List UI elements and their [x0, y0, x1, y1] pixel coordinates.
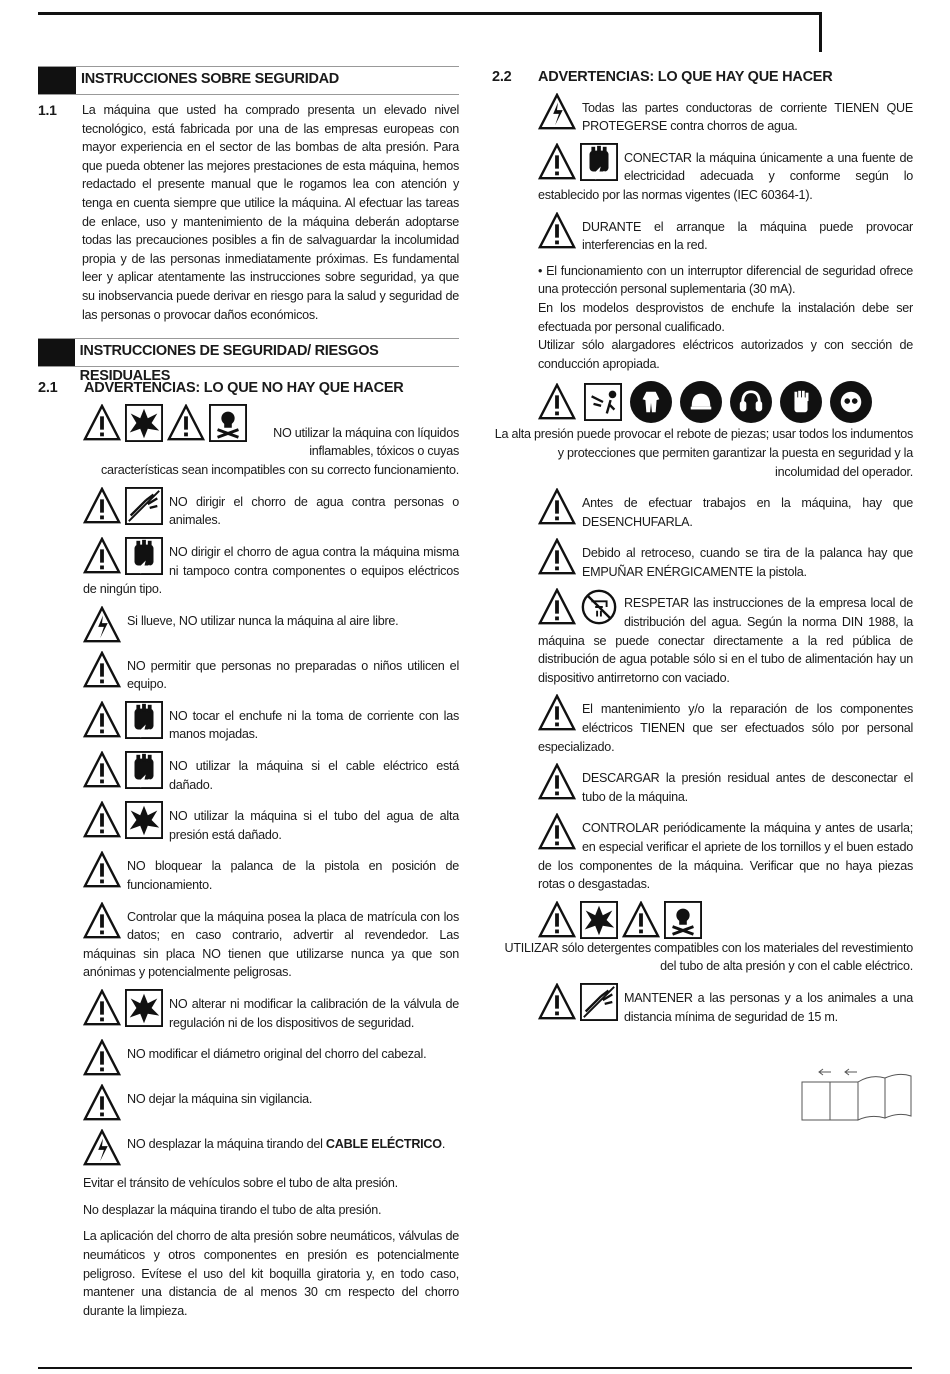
warning-icon-group	[83, 1084, 121, 1122]
subsection-number: 2.2	[492, 69, 512, 85]
warning-text: No desplazar la máquina tirando el tubo de alta presión.	[83, 1202, 382, 1217]
ear-protection-icon	[730, 381, 772, 423]
explosion-icon	[125, 989, 163, 1027]
section-title: INSTRUCCIONES DE SEGURIDAD/ RIESGOS RESIDUALES	[79, 343, 379, 385]
warning-item	[83, 537, 459, 599]
instruction-icon-group	[538, 93, 576, 131]
instruction-text: Debido al retroceso, cuando se tira de la palanca hay que EMPUÑAR ENÉRGICAMENTE la pistola.	[582, 546, 913, 579]
electric-hand-icon	[125, 751, 163, 789]
bottom-rule	[38, 1367, 912, 1369]
electric-hand-icon	[580, 143, 618, 181]
warning-icon-group	[83, 751, 163, 789]
instruction-icon-group	[538, 901, 907, 939]
electric-hazard-icon	[83, 1129, 121, 1167]
warning-item	[83, 606, 459, 644]
intro-paragraph	[38, 101, 459, 324]
warning-triangle-icon	[83, 1039, 121, 1077]
instruction-item	[538, 538, 913, 581]
warning-triangle-icon	[538, 143, 576, 181]
toxic-skull-icon	[209, 404, 247, 442]
warning-triangle-icon	[538, 763, 576, 801]
instruction-text: DESCARGAR la presión residual antes de desconectar el tubo de la máquina.	[582, 771, 913, 804]
warning-text: Controlar que la máquina posea la placa de matrícula con los datos; en caso contrario, advertir al revendedor. Las máquinas sin placa NO tienen que utilizarse nunca ya que son anónimas y potencialmente peligrosas.	[83, 909, 459, 980]
explosion-icon	[125, 404, 163, 442]
instruction-item	[538, 93, 913, 136]
instruction-text: En los modelos desprovistos de enchufe la instalación debe ser efectuada por personal cualificado.	[538, 300, 913, 334]
warning-item	[83, 701, 459, 744]
instruction-icon-group	[538, 212, 576, 250]
explosion-icon	[580, 901, 618, 939]
instruction-text: UTILIZAR sólo detergentes compatibles con los materiales del revestimiento del tubo de alta presión y con el cable eléctrico.	[504, 940, 913, 974]
instruction-bullet: • El funcionamiento con un interruptor diferencial de seguridad ofrece una protección personal suplementaria (30 mA).	[538, 263, 913, 297]
warning-icon-group	[83, 989, 163, 1027]
instruction-icon-group	[538, 588, 618, 626]
spray-person-icon	[580, 983, 618, 1021]
warning-icon-group	[83, 801, 163, 839]
instruction-item	[494, 381, 913, 481]
warning-triangle-icon	[83, 801, 121, 839]
explosion-icon	[125, 801, 163, 839]
instruction-icon-group	[538, 983, 618, 1021]
warning-text: La aplicación del chorro de alta presión sobre neumáticos, válvulas de neumáticos y otros componentes en presión es potencialmente peligroso. Evítese el uso del kit boquilla giratoria y, en todo caso, mantener una distancia de al menos 30 cm respecto del chorro durante la limpieza.	[83, 1229, 459, 1318]
instruction-item	[538, 694, 913, 756]
face-shield-icon	[830, 381, 872, 423]
instruction-text: Utilizar sólo alargadores eléctricos autorizados y con sección de conducción apropiada.	[538, 338, 913, 371]
protective-suit-icon	[630, 381, 672, 423]
warning-icon-group	[83, 651, 121, 689]
right-column	[492, 68, 913, 1033]
warning-icon-group	[83, 404, 263, 444]
section-header-block	[38, 339, 75, 366]
warning-triangle-icon	[538, 383, 576, 421]
warning-item	[83, 1084, 459, 1122]
warning-icon-group	[83, 487, 163, 525]
warning-icon-group	[83, 1129, 121, 1167]
warning-triangle-icon	[83, 1084, 121, 1122]
instruction-icon-group	[538, 538, 576, 576]
warning-triangle-icon	[83, 537, 121, 575]
warning-text: NO utilizar la máquina si el tubo del agua de alta presión está dañado.	[169, 809, 459, 842]
warning-triangle-icon	[538, 813, 576, 851]
instruction-item	[538, 588, 913, 687]
warning-item	[83, 1039, 459, 1077]
instruction-icon-group	[538, 488, 576, 526]
warning-text: NO alterar ni modificar la calibración de la válvula de regulación ni de los dispositivos de seguridad.	[169, 997, 459, 1030]
warning-text: NO desplazar la máquina tirando del CABLE ELÉCTRICO.	[127, 1137, 446, 1152]
instruction-icon-group	[538, 763, 576, 801]
warning-triangle-icon	[538, 538, 576, 576]
electric-hazard-icon	[538, 93, 576, 131]
open-book-icon	[801, 1068, 913, 1122]
warning-triangle-icon	[167, 404, 205, 442]
warning-item	[83, 851, 459, 894]
warning-triangle-icon	[83, 701, 121, 739]
paragraph-text: La máquina que usted ha comprado presenta un elevado nivel tecnológico, está fabricada por una de las empresas europeas con mayor experiencia en el sector de las bombas de alta presión. Para que pueda obtener las mejores prestaciones de esta máquina, hemos redactado el presente manual que le rogamos lea con atención y tenga en cuenta siempre que utilice la máquina. Al efectuar las tareas de enlace, uso y mantenimiento de la máquina deberán adoptarse todas las precauciones posibles a fin de salvaguardar la incolumidad propia y de las personas inmediatamente próximas. Es fundamental leer y aplicar atentamente las instrucciones sobre seguridad, ya que su inobservancia puede derivar en riesgo para la salud y seguridad de las personas o provocar daños económicos.	[82, 103, 459, 322]
section-header	[38, 338, 459, 385]
electric-hand-icon	[125, 537, 163, 575]
warning-text: NO dejar la máquina sin vigilancia.	[127, 1092, 313, 1107]
warning-triangle-icon	[83, 487, 121, 525]
instruction-text: CONTROLAR periódicamente la máquina y antes de usarla; en especial verificar el apriete de los tornillos y el buen estado de los componentes de la máquina. Verificar que no haya piezas rotas o desgastadas.	[538, 821, 913, 892]
warning-text: NO permitir que personas no preparadas o niños utilicen el equipo.	[127, 658, 459, 692]
warning-icon-group	[83, 1039, 121, 1077]
warning-triangle-icon	[83, 902, 121, 940]
instruction-item	[538, 212, 913, 255]
warning-item	[83, 651, 459, 694]
warning-text: Evitar el tránsito de vehículos sobre el tubo de alta presión.	[83, 1176, 398, 1191]
warning-triangle-icon	[83, 851, 121, 889]
subsection-number: 2.1	[38, 380, 58, 397]
warning-text: NO tocar el enchufe ni la toma de corriente con las manos mojadas.	[169, 708, 459, 742]
instruction-icon-group	[538, 813, 576, 851]
top-rule	[38, 12, 822, 15]
warning-item	[83, 989, 459, 1032]
instruction-item	[538, 813, 913, 893]
warning-icon-group	[83, 851, 121, 889]
section-header-block	[38, 67, 76, 94]
warning-item	[83, 404, 459, 480]
warning-item	[83, 487, 459, 530]
instruction-icon-group	[538, 143, 618, 181]
instruction-text: RESPETAR las instrucciones de la empresa local de distribución del agua. Según la norma DIN 1988, la máquina se puede conectar directamente a la red pública de distribución de agua potable sólo si en el tubo de alimentación hay un dispositivo antirretorno con vaciado.	[538, 596, 913, 685]
warning-icon-group	[83, 902, 121, 940]
cable-bold-text: CABLE ELÉCTRICO	[325, 1137, 442, 1152]
toxic-skull-icon	[664, 901, 702, 939]
instruction-item	[538, 763, 913, 806]
paragraph-number: 1.1	[38, 102, 57, 118]
instruction-text: La alta presión puede provocar el rebote de piezas; usar todos los indumentos y protecciones que permiten garantizar la puesta en seguridad y la incolumidad del operador.	[494, 427, 913, 479]
instruction-text: Antes de efectuar trabajos en la máquina, hay que DESENCHUFARLA.	[582, 496, 913, 529]
warning-text: Si llueve, NO utilizar nunca la máquina al aire libre.	[127, 613, 399, 628]
warning-triangle-icon	[83, 651, 121, 689]
warning-item	[83, 902, 459, 982]
instruction-item	[504, 901, 913, 976]
warning-triangle-icon	[538, 588, 576, 626]
warning-item	[83, 751, 459, 794]
warning-text: NO dirigir el chorro de agua contra personas o animales.	[169, 494, 459, 528]
instruction-item	[538, 983, 913, 1026]
warning-text: NO utilizar la máquina si el cable eléctrico está dañado.	[169, 759, 459, 792]
warning-triangle-icon	[83, 751, 121, 789]
subsection-title: ADVERTENCIAS: LO QUE HAY QUE HACER	[538, 69, 833, 85]
no-backflow-icon	[580, 588, 618, 626]
warning-item	[83, 801, 459, 844]
instruction-item	[538, 488, 913, 531]
spray-person-icon	[125, 487, 163, 525]
flying-debris-icon	[584, 383, 622, 421]
instruction-item	[538, 143, 913, 205]
instruction-text: DURANTE el arranque la máquina puede provocar interferencias en la red.	[582, 219, 913, 253]
electric-hand-icon	[125, 701, 163, 739]
section-title: INSTRUCCIONES SOBRE SEGURIDAD	[81, 71, 339, 87]
instruction-text: Todas las partes conductoras de corriente TIENEN QUE PROTEGERSE contra chorros de agua.	[582, 100, 913, 134]
warning-text: NO utilizar la máquina con líquidos inflamables, tóxicos o cuyas características sean incompatibles con su correcto funcionamiento.	[101, 425, 459, 477]
warning-triangle-icon	[538, 212, 576, 250]
top-corner-rule	[819, 12, 822, 52]
warning-triangle-icon	[538, 488, 576, 526]
warning-triangle-icon	[622, 901, 660, 939]
instruction-text: MANTENER a las personas y a los animales a una distancia mínima de seguridad de 15 m.	[624, 990, 913, 1024]
helmet-icon	[680, 381, 722, 423]
subsection-heading	[38, 379, 459, 398]
subsection-title: ADVERTENCIAS: LO QUE NO HAY QUE HACER	[84, 380, 404, 397]
instruction-text: El mantenimiento y/o la reparación de los componentes eléctricos TIENEN que ser efectuados sólo por personal especializado.	[538, 702, 913, 754]
electric-hazard-icon	[83, 606, 121, 644]
section-header	[38, 66, 459, 95]
warning-text: NO dirigir el chorro de agua contra la máquina misma ni tampoco contra componentes o equipos eléctricos de ningún tipo.	[83, 544, 459, 597]
warning-icon-group	[83, 606, 121, 644]
warning-icon-group	[83, 537, 163, 575]
warning-text: NO bloquear la palanca de la pistola en posición de funcionamiento.	[127, 859, 459, 893]
warning-icon-group	[83, 701, 163, 739]
subsection-heading	[492, 68, 913, 87]
instruction-text: CONECTAR la máquina únicamente a una fuente de electricidad adecuada y conforme según lo establecido por las normas vigentes (IEC 60364-1).	[538, 150, 913, 202]
warning-item	[83, 1129, 459, 1167]
warning-text: NO modificar el diámetro original del chorro del cabezal.	[127, 1047, 427, 1062]
left-column	[38, 66, 459, 1328]
warning-triangle-icon	[538, 983, 576, 1021]
instruction-icon-group	[538, 694, 576, 732]
warning-triangle-icon	[83, 404, 121, 442]
warning-triangle-icon	[538, 694, 576, 732]
warning-triangle-icon	[83, 989, 121, 1027]
gloves-icon	[780, 381, 822, 423]
warning-triangle-icon	[538, 901, 576, 939]
ppe-icon-group	[538, 381, 907, 423]
